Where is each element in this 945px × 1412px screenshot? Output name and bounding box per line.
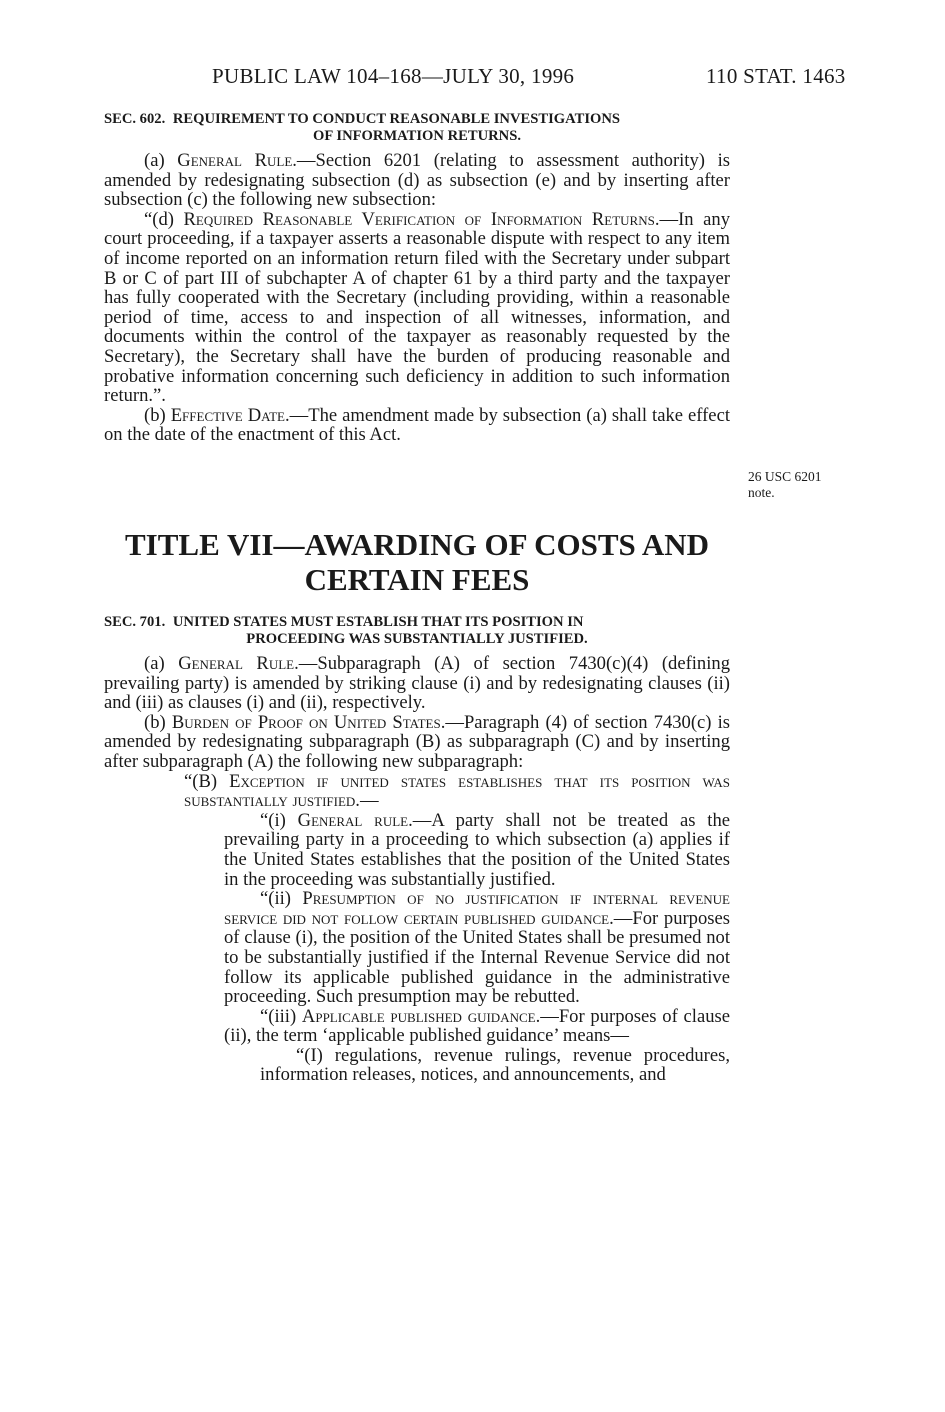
section-602-heading [104, 111, 730, 145]
clause-text: —A party shall not be treated as the prevailing party in a proceeding to which subsection (a) applies if the United States establishes that the position of the United States in the proceeding was substantially justified. [224, 809, 731, 890]
section-heading-line1: UNITED STATES MUST ESTABLISH THAT ITS POSITION IN [172, 614, 584, 630]
margin-note-line2: note. [748, 485, 775, 500]
clause-text: —For purposes of clause (ii), the term ‘applicable published guidance’ means— [224, 1005, 730, 1047]
title-heading [104, 527, 730, 597]
subsection-caption: General Rule. [177, 150, 297, 171]
clause-label: “(ii) [260, 888, 303, 910]
subsection-label: (a) [144, 653, 179, 674]
clause-text: —For purposes of clause (i), the position of the United States shall be presumed not to be substantially justified if the Internal Revenue Service did not follow its applicable published guidance in the administrative proceeding. Such presumption may be rebutted. [224, 907, 730, 1008]
running-header-page-number: 110 STAT. 1463 [706, 64, 846, 88]
clause-label: “(i) [260, 809, 298, 831]
subsection-text: —The amendment made by subsection (a) shall take effect on the date of the enactment of this Act. [104, 404, 730, 446]
subsection-b [104, 713, 730, 772]
title-heading-line1: TITLE VII—AWARDING OF COSTS AND [125, 527, 709, 562]
clause-label: “(iii) [260, 1005, 302, 1027]
subparagraph-label: “(B) [184, 770, 230, 792]
clause-i [104, 811, 730, 889]
subclause-I [104, 1046, 730, 1085]
subparagraph-text: — [359, 790, 379, 812]
subsection-caption: Burden of Proof on United States. [171, 711, 446, 733]
subsection-text: —In any court proceeding, if a taxpayer asserts a reasonable dispute with respect to any item of income reported on an information return filed with the Secretary under subpart B or C of part III of subchapter A of chapter 61 by a third party and the taxpayer has fully cooperated with the Secretary (including providing, within a reasonable period of time, access to and inspection of all witnesses, information, and documents within the control of the taxpayer as reasonably requested by the Secretary), the Secretary shall have the burden of producing reasonable and probative information concerning such deficiency in addition to such information return.”. [104, 208, 730, 407]
section-701-heading [104, 614, 730, 648]
clause-iii [104, 1007, 730, 1046]
clause-caption: Presumption of no justification if internal revenue service did not follow certain published guidance. [224, 888, 730, 929]
section-701 [104, 614, 730, 1085]
section-heading-line2: OF INFORMATION RETURNS. [313, 128, 521, 144]
subsection-caption: General Rule. [178, 653, 299, 674]
subclause-label: “(I) [296, 1044, 335, 1066]
clause-caption: Applicable published guidance. [301, 1005, 541, 1027]
subsection-caption: Effective Date. [170, 404, 290, 426]
section-heading-line2: PROCEEDING WAS SUBSTANTIALLY JUSTIFIED. [246, 631, 588, 647]
section-heading-line1: REQUIREMENT TO CONDUCT REASONABLE INVESTIGATIONS [172, 111, 621, 127]
subsection-label: (b) [144, 404, 171, 426]
running-header-left: PUBLIC LAW 104–168—JULY 30, 1996 [212, 64, 575, 88]
clause-ii [104, 889, 730, 1007]
subsection-text: —Paragraph (4) of section 7430(c) is amended by redesignating subparagraph (B) as subparagraph (C) and by inserting after subparagraph (A) the following new subparagraph: [104, 711, 730, 772]
subclause-text: regulations, revenue rulings, revenue procedures, information releases, notices, and announcements, and [260, 1044, 730, 1086]
subsection-a [104, 151, 730, 210]
subsection-a [104, 654, 730, 713]
subsection-text: —Subparagraph (A) of section 7430(c)(4) (defining prevailing party) is amended by striking clause (i) and by redesignating clauses (ii) and (iii) as clauses (i) and (ii), respectively. [104, 653, 730, 714]
margin-note-line1: 26 USC 6201 [748, 469, 822, 484]
section-602 [104, 111, 730, 445]
subparagraph-B [104, 772, 730, 811]
margin-note [748, 469, 822, 501]
subsection-caption: Required Reasonable Verification of Information Returns. [183, 208, 660, 230]
subsection-label: “(d) [144, 208, 184, 230]
section-number: SEC. 701. [104, 614, 166, 630]
subparagraph-caption: Exception if united states establishes that its position was substantially justified. [184, 770, 730, 812]
title-heading-line2: CERTAIN FEES [304, 562, 530, 597]
clause-caption: General rule. [297, 809, 413, 831]
inserted-subsection-d [104, 210, 730, 406]
subsection-label: (a) [144, 150, 178, 171]
subsection-label: (b) [144, 711, 172, 733]
subsection-b [104, 406, 730, 445]
section-number: SEC. 602. [104, 111, 166, 127]
subsection-text: —Section 6201 (relating to assessment authority) is amended by redesignating subsection (d) as subsection (e) and by inserting after subsection (c) the following new subsection: [104, 150, 730, 211]
